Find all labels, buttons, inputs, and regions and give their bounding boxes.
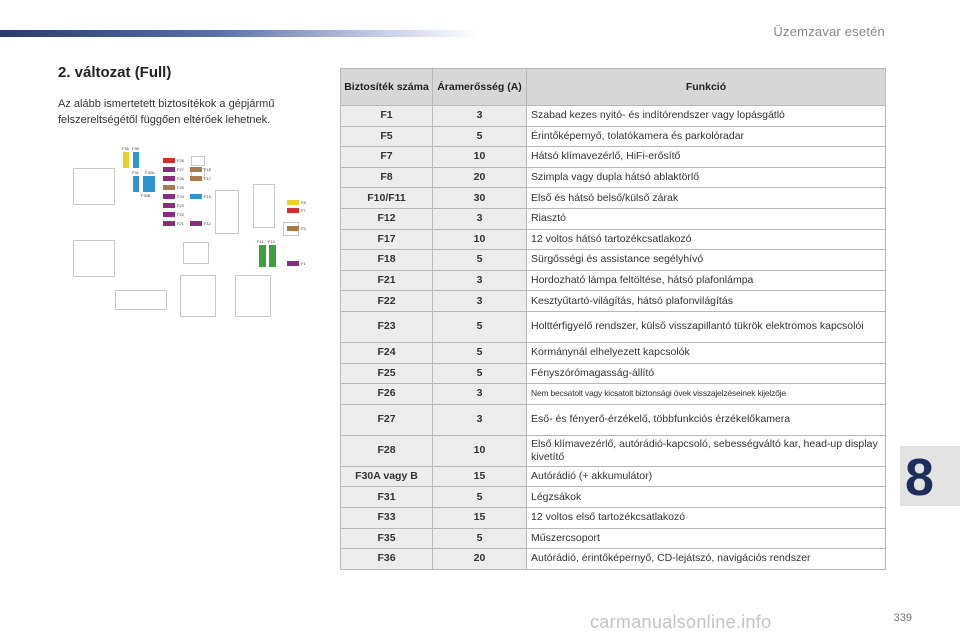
- fuse-f31: [133, 176, 139, 192]
- amperage-cell: 15: [433, 507, 527, 528]
- fuse-f1: [287, 261, 299, 266]
- fuse-box-diagram: [65, 140, 315, 325]
- function-cell: Érintőképernyő, tolatókamera és parkolóradar: [527, 126, 886, 147]
- function-cell: Kesztyűtartó-világítás, hátsó plafonvilágítás: [527, 291, 886, 312]
- fuse-label: F8: [301, 200, 306, 205]
- fuse-label: F15: [204, 194, 211, 199]
- amperage-cell: 20: [433, 549, 527, 570]
- amperage-cell: 5: [433, 311, 527, 342]
- table-body: [341, 106, 886, 570]
- function-cell: Eső- és fényerő-érzékelő, többfunkciós érzékelőkamera: [527, 404, 886, 435]
- amperage-cell: 5: [433, 126, 527, 147]
- function-cell: 12 voltos hátsó tartozékcsatlakozó: [527, 229, 886, 250]
- amperage-cell: 5: [433, 250, 527, 271]
- fuse-label: F31: [132, 170, 139, 175]
- amperage-cell: 10: [433, 435, 527, 466]
- function-cell: Autórádió, érintőképernyő, CD-lejátszó, navigációs rendszer: [527, 549, 886, 570]
- fuse-number-cell: F10/F11: [341, 188, 433, 209]
- column-header-amperage: Áramerősség (A): [433, 69, 527, 106]
- amperage-cell: 10: [433, 229, 527, 250]
- amperage-cell: 30: [433, 188, 527, 209]
- function-cell: 12 voltos első tartozékcsatlakozó: [527, 507, 886, 528]
- fuse-number-cell: F5: [341, 126, 433, 147]
- fuse-label: F1: [301, 261, 306, 266]
- table-row: [341, 106, 886, 127]
- socket-box: [235, 275, 271, 317]
- table-row: [341, 291, 886, 312]
- column-header-fuse-number: Biztosíték száma: [341, 69, 433, 106]
- socket-box: [115, 290, 167, 310]
- fuse-label: F36: [122, 146, 129, 151]
- table-header-row: [341, 69, 886, 106]
- fuse-f27: [163, 167, 175, 172]
- column-header-function: Funkció: [527, 69, 886, 106]
- fuse-number-cell: F12: [341, 208, 433, 229]
- function-cell: Műszercsoport: [527, 528, 886, 549]
- fuse-number-cell: F21: [341, 270, 433, 291]
- function-cell: Első és hátsó belső/külső zárak: [527, 188, 886, 209]
- function-cell: Autórádió (+ akkumulátor): [527, 466, 886, 487]
- function-cell: Első klímavezérlő, autórádió-kapcsoló, sebességváltó kar, head-up display kivetítő: [527, 435, 886, 466]
- socket-box: [73, 240, 115, 277]
- table-row: [341, 549, 886, 570]
- amperage-cell: 3: [433, 384, 527, 405]
- fuse-f11: [259, 245, 266, 267]
- fuse-label: F30A: [145, 170, 155, 175]
- function-cell: Szimpla vagy dupla hátsó ablaktörlő: [527, 167, 886, 188]
- amperage-cell: 5: [433, 528, 527, 549]
- fuse-number-cell: F28: [341, 435, 433, 466]
- table-row: [341, 435, 886, 466]
- fuse-f8: [287, 200, 299, 205]
- table-row: [341, 188, 886, 209]
- fuse-f24: [163, 194, 175, 199]
- fuse-number-cell: F8: [341, 167, 433, 188]
- table-row: [341, 147, 886, 168]
- table-row: [341, 270, 886, 291]
- function-cell: Szabad kezes nyitó- és indítórendszer vagy lopásgátló: [527, 106, 886, 127]
- table-row: [341, 167, 886, 188]
- fuse-number-cell: F24: [341, 342, 433, 363]
- fuse-label: F21: [177, 221, 184, 226]
- fuse-label: F25: [177, 185, 184, 190]
- socket-box: [191, 156, 205, 166]
- fuse-f26: [163, 176, 175, 181]
- socket-box: [215, 190, 239, 234]
- chapter-tab: [900, 446, 960, 506]
- page-number: 339: [893, 612, 912, 624]
- table-row: [341, 487, 886, 508]
- fuse-number-cell: F7: [341, 147, 433, 168]
- amperage-cell: 3: [433, 208, 527, 229]
- fuse-f23: [163, 203, 175, 208]
- fuse-number-cell: F27: [341, 404, 433, 435]
- function-cell: Fényszórómagasság-állító: [527, 363, 886, 384]
- fuse-number-cell: F18: [341, 250, 433, 271]
- fuse-number-cell: F23: [341, 311, 433, 342]
- fuse-number-cell: F33: [341, 507, 433, 528]
- function-cell: Hordozható lámpa feltöltése, hátsó plafonlámpa: [527, 270, 886, 291]
- function-cell: Légzsákok: [527, 487, 886, 508]
- table-row: [341, 384, 886, 405]
- amperage-cell: 10: [433, 147, 527, 168]
- table-row: [341, 363, 886, 384]
- fuse-number-cell: F36: [341, 549, 433, 570]
- fuse-label: F12: [204, 221, 211, 226]
- header-bar: [0, 30, 480, 37]
- fuse-label: F27: [177, 167, 184, 172]
- fuse-label: F11: [257, 239, 264, 244]
- table-row: [341, 208, 886, 229]
- function-cell: Nem becsatolt vagy kicsatolt biztonsági övek visszajelzéseinek kijelzője: [527, 384, 886, 405]
- fuse-f36: [123, 152, 129, 168]
- socket-box: [183, 242, 209, 264]
- amperage-cell: 3: [433, 270, 527, 291]
- table-row: [341, 404, 886, 435]
- fuse-number-cell: F31: [341, 487, 433, 508]
- fuse-f30b: [149, 176, 155, 192]
- table-row: [341, 229, 886, 250]
- fuse-number-cell: F17: [341, 229, 433, 250]
- fuse-f21: [163, 221, 175, 226]
- fuse-number-cell: F22: [341, 291, 433, 312]
- fuse-f25: [163, 185, 175, 190]
- function-cell: Holttérfigyelő rendszer, külső visszapillantó tükrök elektromos kapcsolói: [527, 311, 886, 342]
- fuse-label: F5: [301, 226, 306, 231]
- socket-box: [253, 184, 275, 228]
- fuse-label: F35: [132, 146, 139, 151]
- fuse-number-cell: F30A vagy B: [341, 466, 433, 487]
- fuse-number-cell: F1: [341, 106, 433, 127]
- function-cell: Kormánynál elhelyezett kapcsolók: [527, 342, 886, 363]
- socket-box: [180, 275, 216, 317]
- fuse-f28: [163, 158, 175, 163]
- table-row: [341, 466, 886, 487]
- amperage-cell: 5: [433, 342, 527, 363]
- chapter-number: 8: [905, 449, 934, 507]
- amperage-cell: 3: [433, 404, 527, 435]
- function-cell: Riasztó: [527, 208, 886, 229]
- fuse-f7: [287, 208, 299, 213]
- fuse-label: F23: [177, 203, 184, 208]
- fuse-f17: [190, 176, 202, 181]
- fuse-label: F10: [268, 239, 275, 244]
- function-cell: Sürgősségi és assistance segélyhívó: [527, 250, 886, 271]
- table-row: [341, 311, 886, 342]
- table-row: [341, 342, 886, 363]
- fuse-label: F7: [301, 208, 306, 213]
- fuse-f18: [190, 167, 202, 172]
- socket-box: [73, 168, 115, 205]
- fuse-label: F22: [177, 212, 184, 217]
- fuse-f15: [190, 194, 202, 199]
- amperage-cell: 3: [433, 106, 527, 127]
- function-cell: Hátsó klímavezérlő, HiFi-erősítő: [527, 147, 886, 168]
- table-row: [341, 507, 886, 528]
- intro-text: Az alább ismertetett biztosítékok a gépjármű felszereltségétől függően eltérőek lehetnek.: [58, 98, 275, 126]
- table-row: [341, 126, 886, 147]
- fuse-f35: [133, 152, 139, 168]
- fuse-number-cell: F35: [341, 528, 433, 549]
- fuse-label: F17: [204, 176, 211, 181]
- fuse-f12: [190, 221, 202, 226]
- watermark: carmanualsonline.info: [590, 612, 772, 632]
- fuse-label: F18: [204, 167, 211, 172]
- fuse-number-cell: F26: [341, 384, 433, 405]
- amperage-cell: 3: [433, 291, 527, 312]
- fuse-table: [340, 68, 886, 570]
- amperage-cell: 5: [433, 487, 527, 508]
- amperage-cell: 15: [433, 466, 527, 487]
- amperage-cell: 20: [433, 167, 527, 188]
- amperage-cell: 5: [433, 363, 527, 384]
- chapter-title: Üzemzavar esetén: [773, 24, 885, 39]
- fuse-f10: [269, 245, 276, 267]
- fuse-number-cell: F25: [341, 363, 433, 384]
- table-row: [341, 528, 886, 549]
- fuse-label: F26: [177, 176, 184, 181]
- fuse-f22: [163, 212, 175, 217]
- section-title: 2. változat (Full): [58, 64, 172, 81]
- fuse-label: F30B: [141, 193, 151, 198]
- fuse-f5: [287, 226, 299, 231]
- fuse-label: F28: [177, 158, 184, 163]
- fuse-label: F24: [177, 194, 184, 199]
- table-row: [341, 250, 886, 271]
